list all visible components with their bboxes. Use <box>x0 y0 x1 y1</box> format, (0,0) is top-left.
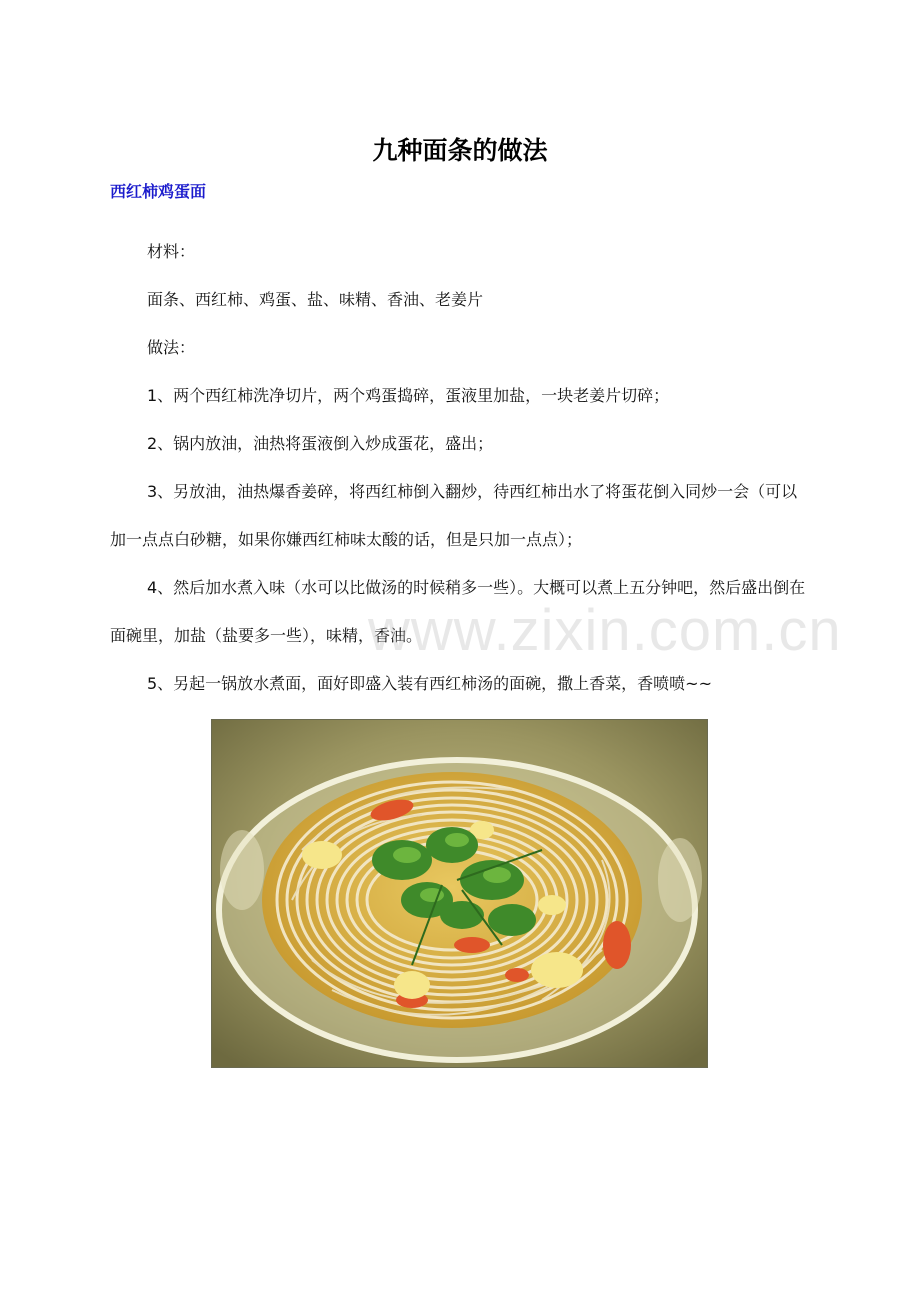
step-4: 4、然后加水煮入味（水可以比做汤的时候稍多一些）。大概可以煮上五分钟吧，然后盛出倒在面碗里，加盐（盐要多一些），味精，香油。 <box>110 578 806 645</box>
step-5: 5、另起一锅放水煮面，面好即盛入装有西红柿汤的面碗，撒上香菜，香喷喷~~ <box>147 674 712 693</box>
step-2: 2、锅内放油，油热将蛋液倒入炒成蛋花，盛出； <box>147 434 494 453</box>
method-label: 做法： <box>147 338 196 357</box>
materials-label: 材料： <box>147 242 196 261</box>
bowl-handle-left <box>220 830 264 910</box>
page-title: 九种面条的做法 <box>372 135 548 165</box>
materials-list: 面条、西红柿、鸡蛋、盐、味精、香油、老姜片 <box>147 290 484 309</box>
step-3: 3、另放油，油热爆香姜碎，将西红柿倒入翻炒，待西红柿出水了将蛋花倒入同炒一会（可以加一点点白砂糖，如果你嫌西红柿味太酸的话，但是只加一点点）； <box>110 482 798 549</box>
bowl-handle-right <box>658 838 702 922</box>
watermark: www.zixin.com.cn <box>368 598 842 663</box>
step-1: 1、两个西红柿洗净切片，两个鸡蛋捣碎，蛋液里加盐，一块老姜片切碎； <box>147 386 670 405</box>
recipe-heading: 西红柿鸡蛋面 <box>110 182 207 201</box>
noodle-bowl-photo <box>211 719 708 1068</box>
